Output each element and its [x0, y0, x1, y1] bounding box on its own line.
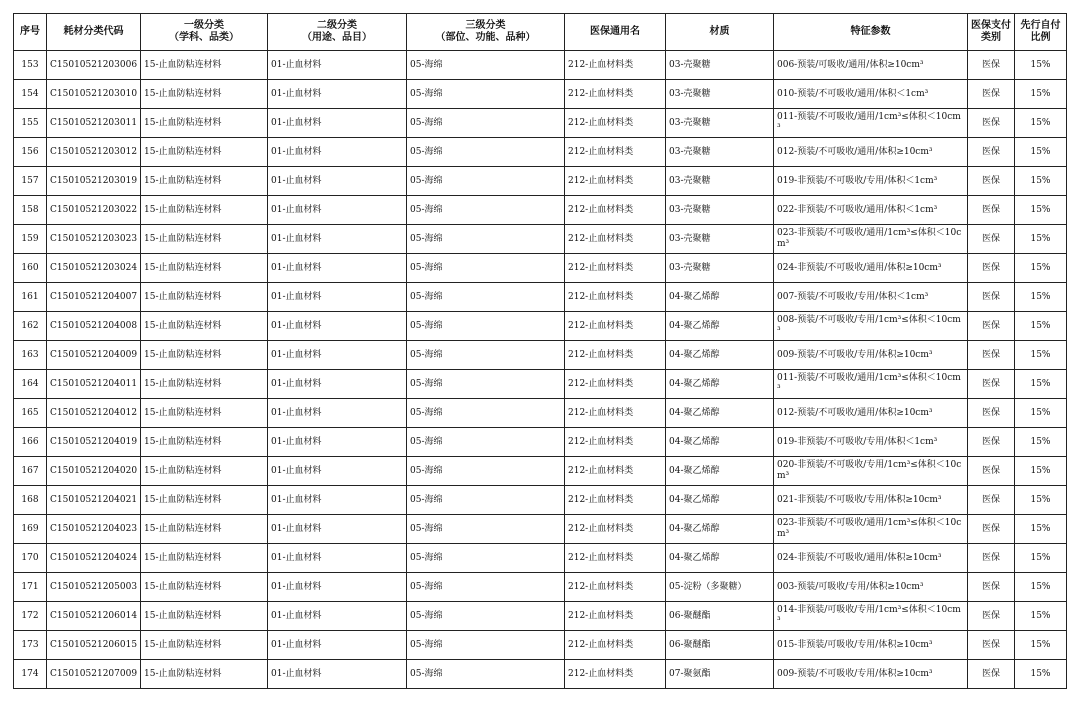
cell-level2: 01-止血材料	[268, 51, 407, 80]
cell-level1: 15-止血防粘连材料	[141, 225, 268, 254]
cell-generic-name: 212-止血材料类	[565, 341, 666, 370]
header-feature: 特征参数	[774, 14, 968, 51]
cell-level3: 05-海绵	[407, 138, 565, 167]
cell-level1: 15-止血防粘连材料	[141, 399, 268, 428]
table-row	[14, 283, 1067, 312]
cell-level3: 05-海绵	[407, 341, 565, 370]
cell-self-ratio: 15%	[1015, 196, 1067, 225]
cell-seq: 165	[14, 399, 47, 428]
cell-material: 03-壳聚糖	[666, 167, 774, 196]
cell-material: 07-聚氨酯	[666, 660, 774, 689]
table-row	[14, 109, 1067, 138]
cell-feature: 003-预装/可吸收/专用/体积≥10cm³	[774, 573, 968, 602]
cell-generic-name: 212-止血材料类	[565, 138, 666, 167]
cell-level3: 05-海绵	[407, 428, 565, 457]
cell-pay-type: 医保	[968, 225, 1015, 254]
cell-material: 04-聚乙烯醇	[666, 399, 774, 428]
cell-generic-name: 212-止血材料类	[565, 428, 666, 457]
cell-generic-name: 212-止血材料类	[565, 167, 666, 196]
cell-seq: 166	[14, 428, 47, 457]
cell-feature: 010-预装/不可吸收/通用/体积＜1cm³	[774, 80, 968, 109]
cell-feature: 009-预装/不可吸收/专用/体积≥10cm³	[774, 660, 968, 689]
cell-pay-type: 医保	[968, 283, 1015, 312]
header-generic-name: 医保通用名	[565, 14, 666, 51]
table-row	[14, 196, 1067, 225]
cell-material: 04-聚乙烯醇	[666, 341, 774, 370]
cell-feature: 023-非预装/不可吸收/通用/1cm³≤体积＜10cm³	[774, 515, 968, 544]
cell-level1: 15-止血防粘连材料	[141, 573, 268, 602]
cell-level1: 15-止血防粘连材料	[141, 196, 268, 225]
cell-seq: 171	[14, 573, 47, 602]
cell-level2: 01-止血材料	[268, 312, 407, 341]
cell-level1: 15-止血防粘连材料	[141, 283, 268, 312]
table-row	[14, 602, 1067, 631]
cell-pay-type: 医保	[968, 167, 1015, 196]
table-row	[14, 341, 1067, 370]
table-row	[14, 51, 1067, 80]
cell-generic-name: 212-止血材料类	[565, 631, 666, 660]
cell-generic-name: 212-止血材料类	[565, 283, 666, 312]
cell-level2: 01-止血材料	[268, 167, 407, 196]
cell-generic-name: 212-止血材料类	[565, 486, 666, 515]
cell-pay-type: 医保	[968, 138, 1015, 167]
cell-seq: 174	[14, 660, 47, 689]
cell-material: 03-壳聚糖	[666, 196, 774, 225]
cell-code: C15010521204024	[47, 544, 141, 573]
cell-pay-type: 医保	[968, 631, 1015, 660]
cell-level3: 05-海绵	[407, 370, 565, 399]
cell-self-ratio: 15%	[1015, 80, 1067, 109]
cell-code: C15010521205003	[47, 573, 141, 602]
cell-pay-type: 医保	[968, 109, 1015, 138]
cell-level3: 05-海绵	[407, 602, 565, 631]
cell-generic-name: 212-止血材料类	[565, 225, 666, 254]
cell-level2: 01-止血材料	[268, 660, 407, 689]
cell-seq: 154	[14, 80, 47, 109]
cell-generic-name: 212-止血材料类	[565, 515, 666, 544]
cell-material: 03-壳聚糖	[666, 109, 774, 138]
cell-level2: 01-止血材料	[268, 544, 407, 573]
header-code: 耗材分类代码	[47, 14, 141, 51]
cell-level2: 01-止血材料	[268, 109, 407, 138]
cell-material: 04-聚乙烯醇	[666, 486, 774, 515]
cell-generic-name: 212-止血材料类	[565, 602, 666, 631]
cell-self-ratio: 15%	[1015, 283, 1067, 312]
cell-pay-type: 医保	[968, 515, 1015, 544]
cell-level2: 01-止血材料	[268, 370, 407, 399]
table-row	[14, 254, 1067, 283]
cell-seq: 173	[14, 631, 47, 660]
cell-level3: 05-海绵	[407, 631, 565, 660]
cell-pay-type: 医保	[968, 312, 1015, 341]
table-row	[14, 312, 1067, 341]
cell-code: C15010521206015	[47, 631, 141, 660]
cell-feature: 007-预装/不可吸收/专用/体积＜1cm³	[774, 283, 968, 312]
cell-material: 04-聚乙烯醇	[666, 515, 774, 544]
cell-feature: 020-非预装/不可吸收/专用/1cm³≤体积＜10cm³	[774, 457, 968, 486]
cell-level2: 01-止血材料	[268, 399, 407, 428]
cell-feature: 011-预装/不可吸收/通用/1cm³≤体积＜10cm³	[774, 109, 968, 138]
header-level3: 三级分类 （部位、功能、品种）	[407, 14, 565, 51]
cell-code: C15010521203019	[47, 167, 141, 196]
cell-code: C15010521203011	[47, 109, 141, 138]
table-row	[14, 138, 1067, 167]
cell-seq: 168	[14, 486, 47, 515]
cell-material: 04-聚乙烯醇	[666, 312, 774, 341]
cell-self-ratio: 15%	[1015, 631, 1067, 660]
cell-pay-type: 医保	[968, 428, 1015, 457]
cell-level2: 01-止血材料	[268, 138, 407, 167]
cell-seq: 162	[14, 312, 47, 341]
header-level1: 一级分类 （学科、品类）	[141, 14, 268, 51]
table-header-row	[14, 14, 1067, 51]
cell-pay-type: 医保	[968, 254, 1015, 283]
header-pay-type: 医保支付类别	[968, 14, 1015, 51]
cell-seq: 164	[14, 370, 47, 399]
cell-code: C15010521204023	[47, 515, 141, 544]
cell-level3: 05-海绵	[407, 515, 565, 544]
cell-code: C15010521203022	[47, 196, 141, 225]
cell-seq: 153	[14, 51, 47, 80]
cell-pay-type: 医保	[968, 341, 1015, 370]
cell-level1: 15-止血防粘连材料	[141, 631, 268, 660]
cell-generic-name: 212-止血材料类	[565, 573, 666, 602]
cell-material: 04-聚乙烯醇	[666, 544, 774, 573]
header-level2: 二级分类 （用途、品目）	[268, 14, 407, 51]
cell-code: C15010521204008	[47, 312, 141, 341]
cell-level3: 05-海绵	[407, 51, 565, 80]
table-row	[14, 167, 1067, 196]
cell-pay-type: 医保	[968, 399, 1015, 428]
cell-self-ratio: 15%	[1015, 312, 1067, 341]
cell-level1: 15-止血防粘连材料	[141, 428, 268, 457]
cell-code: C15010521203006	[47, 51, 141, 80]
cell-self-ratio: 15%	[1015, 51, 1067, 80]
cell-level3: 05-海绵	[407, 225, 565, 254]
cell-self-ratio: 15%	[1015, 515, 1067, 544]
cell-level2: 01-止血材料	[268, 486, 407, 515]
header-self-ratio: 先行自付比例	[1015, 14, 1067, 51]
cell-level1: 15-止血防粘连材料	[141, 457, 268, 486]
cell-material: 04-聚乙烯醇	[666, 457, 774, 486]
table-row	[14, 631, 1067, 660]
cell-self-ratio: 15%	[1015, 660, 1067, 689]
cell-code: C15010521204019	[47, 428, 141, 457]
cell-level1: 15-止血防粘连材料	[141, 138, 268, 167]
cell-feature: 022-非预装/不可吸收/通用/体积＜1cm³	[774, 196, 968, 225]
cell-generic-name: 212-止血材料类	[565, 312, 666, 341]
cell-code: C15010521204021	[47, 486, 141, 515]
cell-level2: 01-止血材料	[268, 602, 407, 631]
cell-level2: 01-止血材料	[268, 254, 407, 283]
cell-level1: 15-止血防粘连材料	[141, 51, 268, 80]
table-row	[14, 399, 1067, 428]
cell-level3: 05-海绵	[407, 109, 565, 138]
cell-level1: 15-止血防粘连材料	[141, 602, 268, 631]
cell-generic-name: 212-止血材料类	[565, 399, 666, 428]
cell-material: 06-聚醚酯	[666, 631, 774, 660]
cell-level3: 05-海绵	[407, 573, 565, 602]
cell-generic-name: 212-止血材料类	[565, 196, 666, 225]
cell-self-ratio: 15%	[1015, 544, 1067, 573]
table-body	[14, 51, 1067, 689]
cell-level3: 05-海绵	[407, 196, 565, 225]
cell-level1: 15-止血防粘连材料	[141, 167, 268, 196]
table-row	[14, 457, 1067, 486]
cell-material: 06-聚醚酯	[666, 602, 774, 631]
cell-seq: 172	[14, 602, 47, 631]
cell-generic-name: 212-止血材料类	[565, 109, 666, 138]
cell-level2: 01-止血材料	[268, 196, 407, 225]
cell-seq: 169	[14, 515, 47, 544]
table-row	[14, 515, 1067, 544]
cell-level2: 01-止血材料	[268, 283, 407, 312]
cell-material: 03-壳聚糖	[666, 80, 774, 109]
cell-pay-type: 医保	[968, 51, 1015, 80]
cell-level1: 15-止血防粘连材料	[141, 109, 268, 138]
cell-code: C15010521207009	[47, 660, 141, 689]
cell-code: C15010521203023	[47, 225, 141, 254]
cell-pay-type: 医保	[968, 486, 1015, 515]
cell-material: 03-壳聚糖	[666, 225, 774, 254]
cell-material: 05-淀粉（多聚糖）	[666, 573, 774, 602]
cell-level3: 05-海绵	[407, 254, 565, 283]
cell-generic-name: 212-止血材料类	[565, 254, 666, 283]
cell-code: C15010521206014	[47, 602, 141, 631]
cell-generic-name: 212-止血材料类	[565, 80, 666, 109]
cell-level3: 05-海绵	[407, 283, 565, 312]
cell-self-ratio: 15%	[1015, 370, 1067, 399]
cell-self-ratio: 15%	[1015, 602, 1067, 631]
cell-level1: 15-止血防粘连材料	[141, 660, 268, 689]
cell-self-ratio: 15%	[1015, 225, 1067, 254]
cell-seq: 158	[14, 196, 47, 225]
cell-feature: 023-非预装/不可吸收/通用/1cm³≤体积＜10cm³	[774, 225, 968, 254]
consumables-table	[13, 13, 1067, 689]
cell-level3: 05-海绵	[407, 80, 565, 109]
cell-feature: 012-预装/不可吸收/通用/体积≥10cm³	[774, 138, 968, 167]
header-seq: 序号	[14, 14, 47, 51]
cell-material: 03-壳聚糖	[666, 51, 774, 80]
cell-level2: 01-止血材料	[268, 631, 407, 660]
cell-level2: 01-止血材料	[268, 428, 407, 457]
cell-self-ratio: 15%	[1015, 428, 1067, 457]
cell-feature: 006-预装/可吸收/通用/体积≥10cm³	[774, 51, 968, 80]
table-row	[14, 660, 1067, 689]
cell-self-ratio: 15%	[1015, 254, 1067, 283]
table-row	[14, 544, 1067, 573]
cell-seq: 159	[14, 225, 47, 254]
cell-seq: 167	[14, 457, 47, 486]
cell-seq: 157	[14, 167, 47, 196]
cell-level1: 15-止血防粘连材料	[141, 370, 268, 399]
cell-self-ratio: 15%	[1015, 109, 1067, 138]
cell-level2: 01-止血材料	[268, 515, 407, 544]
cell-feature: 024-非预装/不可吸收/通用/体积≥10cm³	[774, 544, 968, 573]
cell-feature: 014-非预装/可吸收/专用/1cm³≤体积＜10cm³	[774, 602, 968, 631]
cell-level2: 01-止血材料	[268, 225, 407, 254]
cell-level2: 01-止血材料	[268, 573, 407, 602]
cell-code: C15010521204012	[47, 399, 141, 428]
cell-self-ratio: 15%	[1015, 457, 1067, 486]
cell-feature: 008-预装/不可吸收/专用/1cm³≤体积＜10cm³	[774, 312, 968, 341]
cell-level3: 05-海绵	[407, 457, 565, 486]
cell-level2: 01-止血材料	[268, 457, 407, 486]
cell-level3: 05-海绵	[407, 660, 565, 689]
cell-generic-name: 212-止血材料类	[565, 544, 666, 573]
cell-feature: 019-非预装/不可吸收/专用/体积＜1cm³	[774, 167, 968, 196]
cell-generic-name: 212-止血材料类	[565, 370, 666, 399]
cell-material: 04-聚乙烯醇	[666, 428, 774, 457]
cell-pay-type: 医保	[968, 602, 1015, 631]
cell-material: 04-聚乙烯醇	[666, 283, 774, 312]
cell-pay-type: 医保	[968, 573, 1015, 602]
cell-level3: 05-海绵	[407, 312, 565, 341]
cell-code: C15010521204011	[47, 370, 141, 399]
cell-feature: 012-预装/不可吸收/通用/体积≥10cm³	[774, 399, 968, 428]
header-material: 材质	[666, 14, 774, 51]
cell-code: C15010521204007	[47, 283, 141, 312]
cell-level3: 05-海绵	[407, 544, 565, 573]
cell-seq: 161	[14, 283, 47, 312]
cell-level2: 01-止血材料	[268, 80, 407, 109]
cell-code: C15010521203012	[47, 138, 141, 167]
cell-seq: 156	[14, 138, 47, 167]
cell-self-ratio: 15%	[1015, 399, 1067, 428]
cell-seq: 170	[14, 544, 47, 573]
cell-material: 04-聚乙烯醇	[666, 370, 774, 399]
table-row	[14, 80, 1067, 109]
cell-code: C15010521203010	[47, 80, 141, 109]
cell-code: C15010521203024	[47, 254, 141, 283]
cell-level2: 01-止血材料	[268, 341, 407, 370]
cell-level1: 15-止血防粘连材料	[141, 544, 268, 573]
cell-seq: 160	[14, 254, 47, 283]
cell-self-ratio: 15%	[1015, 486, 1067, 515]
cell-feature: 011-预装/不可吸收/通用/1cm³≤体积＜10cm³	[774, 370, 968, 399]
cell-level1: 15-止血防粘连材料	[141, 515, 268, 544]
cell-seq: 163	[14, 341, 47, 370]
cell-self-ratio: 15%	[1015, 167, 1067, 196]
cell-level1: 15-止血防粘连材料	[141, 341, 268, 370]
cell-level3: 05-海绵	[407, 399, 565, 428]
cell-feature: 019-非预装/不可吸收/专用/体积＜1cm³	[774, 428, 968, 457]
cell-pay-type: 医保	[968, 196, 1015, 225]
cell-self-ratio: 15%	[1015, 138, 1067, 167]
cell-self-ratio: 15%	[1015, 573, 1067, 602]
cell-level1: 15-止血防粘连材料	[141, 80, 268, 109]
cell-level3: 05-海绵	[407, 486, 565, 515]
cell-level1: 15-止血防粘连材料	[141, 312, 268, 341]
cell-feature: 024-非预装/不可吸收/通用/体积≥10cm³	[774, 254, 968, 283]
cell-material: 03-壳聚糖	[666, 254, 774, 283]
table-row	[14, 225, 1067, 254]
cell-pay-type: 医保	[968, 457, 1015, 486]
cell-seq: 155	[14, 109, 47, 138]
cell-pay-type: 医保	[968, 660, 1015, 689]
table-row	[14, 428, 1067, 457]
cell-level1: 15-止血防粘连材料	[141, 254, 268, 283]
cell-self-ratio: 15%	[1015, 341, 1067, 370]
cell-feature: 009-预装/不可吸收/专用/体积≥10cm³	[774, 341, 968, 370]
cell-level1: 15-止血防粘连材料	[141, 486, 268, 515]
cell-level3: 05-海绵	[407, 167, 565, 196]
cell-generic-name: 212-止血材料类	[565, 660, 666, 689]
cell-pay-type: 医保	[968, 544, 1015, 573]
cell-generic-name: 212-止血材料类	[565, 51, 666, 80]
table-row	[14, 486, 1067, 515]
cell-generic-name: 212-止血材料类	[565, 457, 666, 486]
table-row	[14, 370, 1067, 399]
cell-pay-type: 医保	[968, 370, 1015, 399]
cell-code: C15010521204020	[47, 457, 141, 486]
cell-feature: 015-非预装/可吸收/专用/体积≥10cm³	[774, 631, 968, 660]
table-row	[14, 573, 1067, 602]
cell-pay-type: 医保	[968, 80, 1015, 109]
cell-material: 03-壳聚糖	[666, 138, 774, 167]
cell-code: C15010521204009	[47, 341, 141, 370]
cell-feature: 021-非预装/不可吸收/专用/体积≥10cm³	[774, 486, 968, 515]
